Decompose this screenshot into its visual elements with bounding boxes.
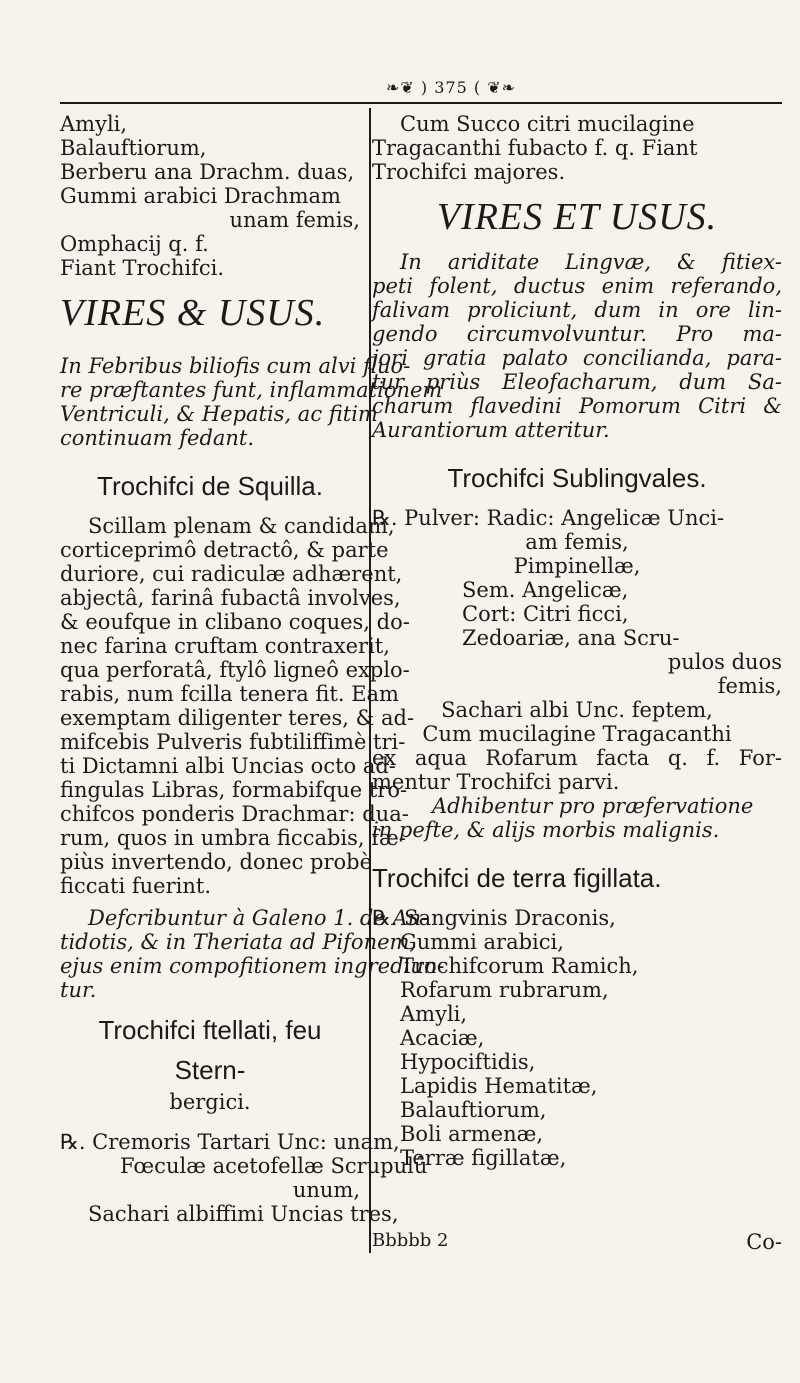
text-line: qua perforatâ, ftylô ligneô explo- [60, 658, 410, 682]
page-footer [372, 1230, 782, 1254]
section-heading-vires: VIRES & USUS. [60, 292, 326, 334]
vires-paragraph [372, 250, 782, 442]
text-line: ficcati fuerint. [60, 874, 211, 898]
title-line: bergici. [169, 1090, 251, 1114]
list-item: ℞. Cremoris Tartari Unc: unam, [60, 1130, 400, 1154]
text-line: exemptam diligenter teres, & ad- [60, 706, 415, 730]
list-item: unam femis, [229, 208, 360, 232]
text-line: tur priùs Eleofacharum, dum Sa- [372, 370, 782, 394]
list-item: Amyli, [60, 112, 128, 136]
list-item: Acaciæ, [400, 1026, 485, 1050]
section-heading-vires: VIRES ET USUS. [436, 196, 718, 238]
section-title-squilla: Trochifci de Squilla. [97, 471, 323, 501]
sublingvales-ingredients [372, 506, 782, 794]
text-line: abjectâ, farinâ fubactâ involves, [60, 586, 401, 610]
text-line: re præftantes funt, inflammationem [60, 378, 443, 402]
list-item: ℞. Sangvinis Draconis, [372, 906, 616, 930]
list-item: Cort: Citri ficci, [462, 602, 629, 626]
text-line: charum flavedini Pomorum Citri & [372, 394, 782, 418]
top-paragraph [372, 112, 782, 184]
list-item: Omphacij q. f. [60, 232, 209, 256]
list-item: mentur Trochifci parvi. [372, 770, 620, 794]
text-line: tur. [60, 978, 97, 1002]
list-item: pulos duos [667, 650, 782, 674]
text-line: falivam proliciunt, dum in ore lin- [372, 298, 782, 322]
text-line: corticeprimô detractô, & parte [60, 538, 389, 562]
list-item: Balauftiorum, [60, 136, 207, 160]
list-item: Balauftiorum, [400, 1098, 547, 1122]
list-item: Sachari albi Unc. feptem, [441, 698, 713, 722]
terra-ingredients [372, 906, 782, 1170]
signature-mark: Bbbbb 2 [372, 1230, 449, 1251]
text-line: Ventriculi, & Hepatis, ac fitim [60, 402, 378, 426]
text-line: jori gratia palato concilianda, para- [372, 346, 782, 370]
list-item: Fœculæ acetofellæ Scrupulû [120, 1154, 428, 1178]
adhibentur-paragraph [372, 794, 782, 842]
list-item: am femis, [525, 530, 629, 554]
text-line: duriore, cui radiculæ adhærent, [60, 562, 403, 586]
text-line: Defcribuntur à Galeno 1. de An- [88, 906, 429, 930]
stellati-ingredients [60, 1130, 428, 1226]
running-header [60, 78, 782, 106]
text-line: nec farina cruftam contraxerit, [60, 634, 390, 658]
ingredient-list-top [60, 112, 360, 280]
text-line: in pefte, & alijs morbis malignis. [372, 818, 720, 842]
text-line: tidotis, & in Theriata ad Pifonem, [60, 930, 417, 954]
list-item: Zedoariæ, ana Scru- [462, 626, 680, 650]
text-line: Scillam plenam & candidam, [88, 514, 395, 538]
list-item: Sachari albiffimi Uncias tres, [88, 1202, 399, 1226]
text-line: Tragacanthi fubacto f. q. Fiant [372, 136, 698, 160]
list-item: Rofarum rubrarum, [400, 978, 609, 1002]
list-item: Gummi arabici Drachmam [60, 184, 341, 208]
section-title-sublingvales: Trochifci Sublingvales. [447, 463, 707, 493]
text-line: fingulas Libras, formabifque tro- [60, 778, 408, 802]
text-line: continuam fedant. [60, 426, 255, 450]
page-number: ❧❦ ) 375 ( ❦❧ [380, 78, 522, 97]
list-item: Terræ figillatæ, [400, 1146, 567, 1170]
text-line: Trochifci majores. [372, 160, 566, 184]
text-line: mifcebis Pulveris fubtiliffimè tri- [60, 730, 406, 754]
squilla-paragraph [60, 514, 415, 898]
section-title-terra: Trochifci de terra figillata. [372, 863, 662, 893]
text-line: rum, quos in umbra ficcabis, fæ- [60, 826, 406, 850]
text-line: chifcos ponderis Drachmar: dua- [60, 802, 409, 826]
text-line: In ariditate Lingvæ, & fitiex- [400, 250, 782, 274]
text-line: ti Dictamni albi Uncias octo ad- [60, 754, 396, 778]
list-item: Hypociftidis, [400, 1050, 536, 1074]
list-item: Pimpinellæ, [513, 554, 641, 578]
text-line: Cum Succo citri mucilagine [400, 112, 695, 136]
text-line: gendo circumvolvuntur. Pro ma- [372, 322, 782, 346]
catchword: Co- [746, 1230, 782, 1254]
section-title-stellati [60, 1010, 360, 1114]
describuntur-paragraph [60, 906, 445, 1002]
text-line: Aurantiorum atteritur. [372, 418, 610, 442]
list-item: ex aqua Rofarum facta q. f. For- [372, 746, 782, 770]
title-line: Trochifci ftellati, feu Stern- [98, 1015, 322, 1085]
text-line: peti folent, ductus enim referando, [372, 274, 782, 298]
text-line: In Febribus biliofis cum alvi fluo- [60, 354, 411, 378]
list-item: Berberu ana Drachm. duas, [60, 160, 355, 184]
text-line: rabis, num fcilla tenera fit. Eam [60, 682, 399, 706]
text-line: piùs invertendo, donec probè [60, 850, 373, 874]
list-item: ℞. Pulver: Radic: Angelicæ Unci- [372, 506, 725, 530]
list-item: Boli armenæ, [400, 1122, 544, 1146]
right-column [372, 112, 782, 1170]
header-rule [60, 102, 782, 104]
list-item: Fiant Trochifci. [60, 256, 225, 280]
list-item: Trochifcorum Ramich, [400, 954, 639, 978]
text-line: Adhibentur pro præfervatione [432, 794, 754, 818]
list-item: Cum mucilagine Tragacanthi [422, 722, 732, 746]
vires-paragraph [60, 354, 443, 450]
list-item: femis, [717, 674, 782, 698]
text-line: ejus enim compofitionem ingrediun- [60, 954, 445, 978]
list-item: unum, [292, 1178, 360, 1202]
list-item: Sem. Angelicæ, [462, 578, 629, 602]
list-item: Lapidis Hematitæ, [400, 1074, 598, 1098]
list-item: Amyli, [400, 1002, 468, 1026]
text-line: & eoufque in clibano coques, do- [60, 610, 410, 634]
list-item: Gummi arabici, [400, 930, 564, 954]
